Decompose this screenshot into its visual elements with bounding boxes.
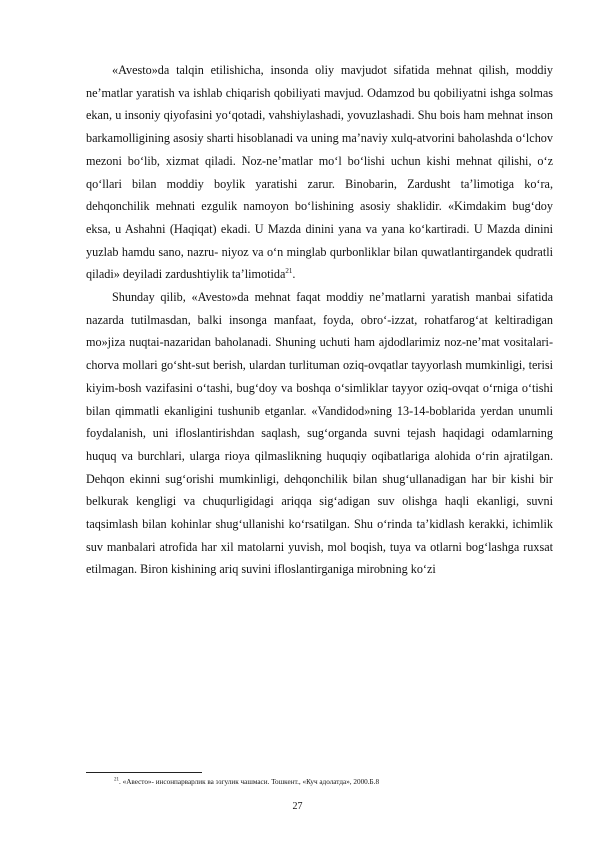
body-text <box>86 59 553 581</box>
footnote-divider <box>86 772 202 773</box>
page-number: 27 <box>292 801 303 812</box>
footnote-number: 21 <box>114 777 119 783</box>
paragraph-1-text: «Avesto»da talqin etilishicha, insonda oliy mavjudot sifatida mehnat qilish, moddiy ne’matlar yaratish va ishlab chiqarish qobiliyati mavjud. Odamzod bu qobiliyatni ishga solmas ekan, u insoniy qiyofasini yo‘qotadi, vahshiylashadi, yovuzlashadi. Shu bois ham mehnat inson barkamolligining asosiy sharti hisoblanadi va uning ma’naviy xulq-atvorini baholashda o‘lchov mezoni bo‘lib, xizmat qiladi. Noz-ne’matlar mo‘l bo‘lishi uchun kishi mehnat qilishi, o‘z qo‘llari bilan moddiy boylik yaratishi zarur. Binobarin, Zardusht ta’limotiga ko‘ra, dehqonchilik mehnati ezgulik namoyon bo‘lishining asosiy shaklidir. «Kimdakim bug‘doy eksa, u Ashahni (Haqiqat) ekadi. U Mazda dinini yana va yana ko‘kartiradi. U Mazda dinini yuzlab hamdu sano, nazru- niyoz va o‘n minglab qurbonliklar bilan quwatlantirgandek qudratli qiladi» deyiladi zardushtiylik ta’limotida <box>86 63 553 282</box>
paragraph-1 <box>86 59 553 286</box>
paragraph-2: Shunday qilib, «Avesto»da mehnat faqat moddiy ne’matlarni yaratish manbai sifatida nazarda tutilmasdan, balki insonga manfaat, foyda, obro‘-izzat, rohatfarog‘at keltiradigan mo»jiza nuqtai-nazaridan baholanadi. Shuning uchuti ham ajdodlarimiz noz-ne’mat vositalari-chorva mollari go‘sht-sut berish, ulardan turlituman oziq-ovqatlar tayyorlash mumkinligi, terisi kiyim-bosh vazifasini o‘tashi, bug‘doy va boshqa o‘simliklar tayyor oziq-ovqat o‘rniga o‘tishi bilan qimmatli ekanligini tushunib etganlar. «Vandidod»ning 13-14-boblarida yerdan unumli foydalanish, uni ifloslantirishdan saqlash, sug‘organda suvni tejash haqidagi odamlarning huquq va burchlari, ularga rioya qilmaslikning huquqiy oqibatlariga alohida o‘rin ajratilgan. Dehqon ekinni sug‘orishi mumkinligi, dehqonchilik bilan shug‘ullanadigan har bir kishi bir belkurak kengligi va chuqurligidagi ariqqa sig‘adigan suv olishga haqli ekanligi, suvni taqsimlash bilan kohinlar shug‘ullanishi ko‘rsatilgan. Shu o‘rinda ta’kidlash kerakki, ichimlik suv manbalari atrofida har xil matolarni yuvish, mol boqish, tuya va otlarni bog‘lashga ruxsat etilmagan. Biron kishining ariq suvini ifloslantirganiga mirobning ko‘zi <box>86 290 553 577</box>
paragraph-1-end: . <box>292 267 296 282</box>
footnote-text: . «Авесто»- инсонпарварлик ва эзгулик чашмаси. Тошкент., «Куч адолатда», 2000.Б.8 <box>119 778 380 786</box>
footnote <box>114 777 554 787</box>
footnote-reference[interactable]: 21 <box>285 267 293 276</box>
